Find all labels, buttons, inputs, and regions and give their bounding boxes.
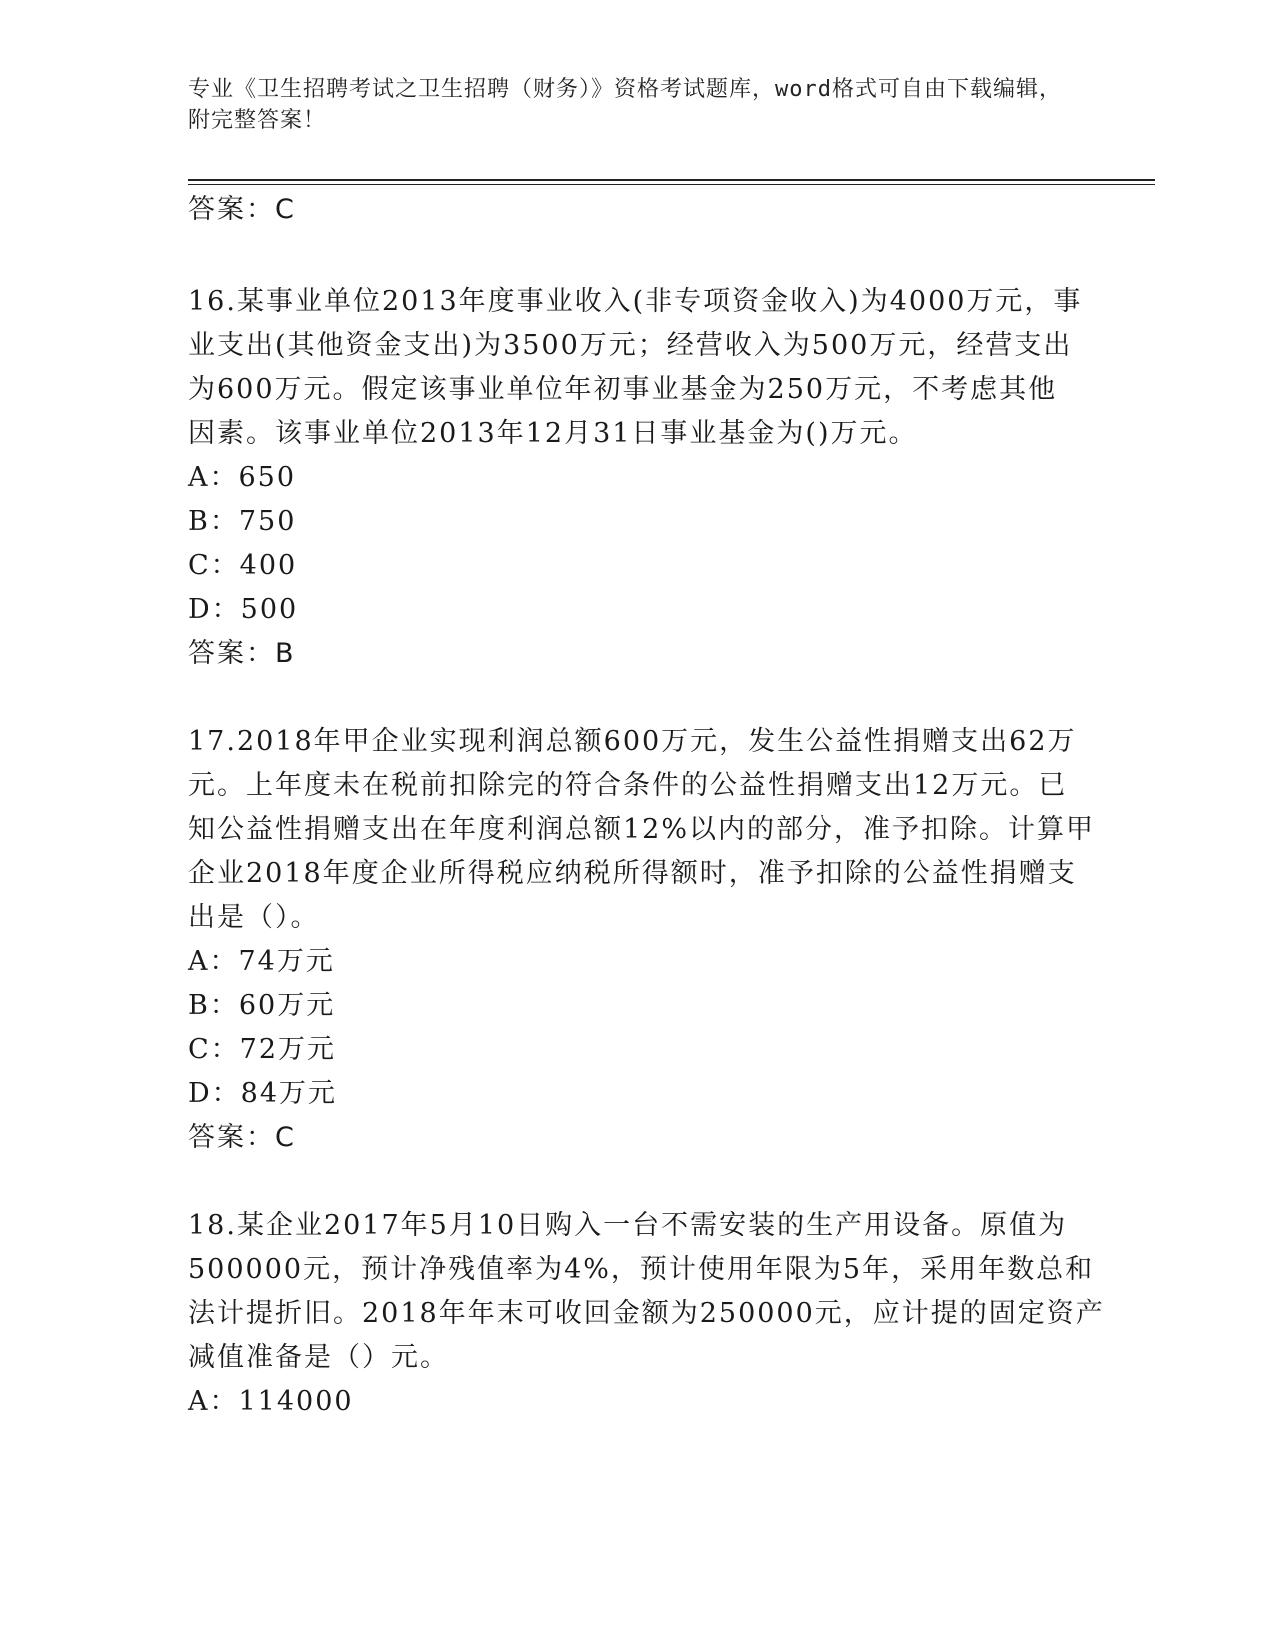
question-text-line: 知公益性捐赠支出在年度利润总额12%以内的部分，准予扣除。计算甲 [188, 814, 1096, 845]
answer-16: 答案：B [188, 638, 296, 669]
question-text-line: 为600万元。假定该事业单位年初事业基金为250万元，不考虑其他 [188, 374, 1058, 405]
option-c: C：400 [188, 550, 298, 581]
option-a: A：114000 [188, 1386, 354, 1417]
option-a: A：74万元 [188, 946, 335, 977]
option-d: D：500 [188, 594, 299, 625]
question-text-line: 出是（）。 [188, 902, 320, 933]
question-text-line: 法计提折旧。2018年年末可收回金额为250000元，应计提的固定资产 [188, 1298, 1105, 1329]
header-text: 专业《卫生招聘考试之卫生招聘（财务）》资格考试题库，word格式可自由下载编辑，附完整答案！ [188, 77, 1062, 133]
option-a: A：650 [188, 462, 297, 493]
question-text-line: 17.2018年甲企业实现利润总额600万元，发生公益性捐赠支出62万 [188, 726, 1077, 757]
question-text-line: 企业2018年度企业所得税应纳税所得额时，准予扣除的公益性捐赠支 [188, 858, 1077, 889]
previous-answer: 答案：C [188, 194, 296, 225]
question-text-line: 18.某企业2017年5月10日购入一台不需安装的生产用设备。原值为 [188, 1210, 1068, 1241]
option-d: D：84万元 [188, 1078, 338, 1109]
question-text-line: 因素。该事业单位2013年12月31日事业基金为()万元。 [188, 418, 918, 449]
header-rule-thick [188, 179, 1155, 181]
question-text-line: 元。上年度未在税前扣除完的符合条件的公益性捐赠支出12万元。已 [188, 770, 1068, 801]
header-rule-thin [188, 184, 1155, 185]
option-b: B：750 [188, 506, 297, 537]
option-b: B：60万元 [188, 990, 336, 1021]
option-c: C：72万元 [188, 1034, 337, 1065]
question-text-line: 减值准备是（）元。 [188, 1342, 449, 1373]
question-text-line: 16.某事业单位2013年度事业收入(非专项资金收入)为4000万元，事 [188, 286, 1083, 317]
answer-17: 答案：C [188, 1122, 296, 1153]
question-text-line: 500000元，预计净残值率为4%，预计使用年限为5年，采用年数总和 [188, 1254, 1095, 1285]
question-text-line: 业支出(其他资金支出)为3500万元；经营收入为500万元，经营支出 [188, 330, 1073, 361]
